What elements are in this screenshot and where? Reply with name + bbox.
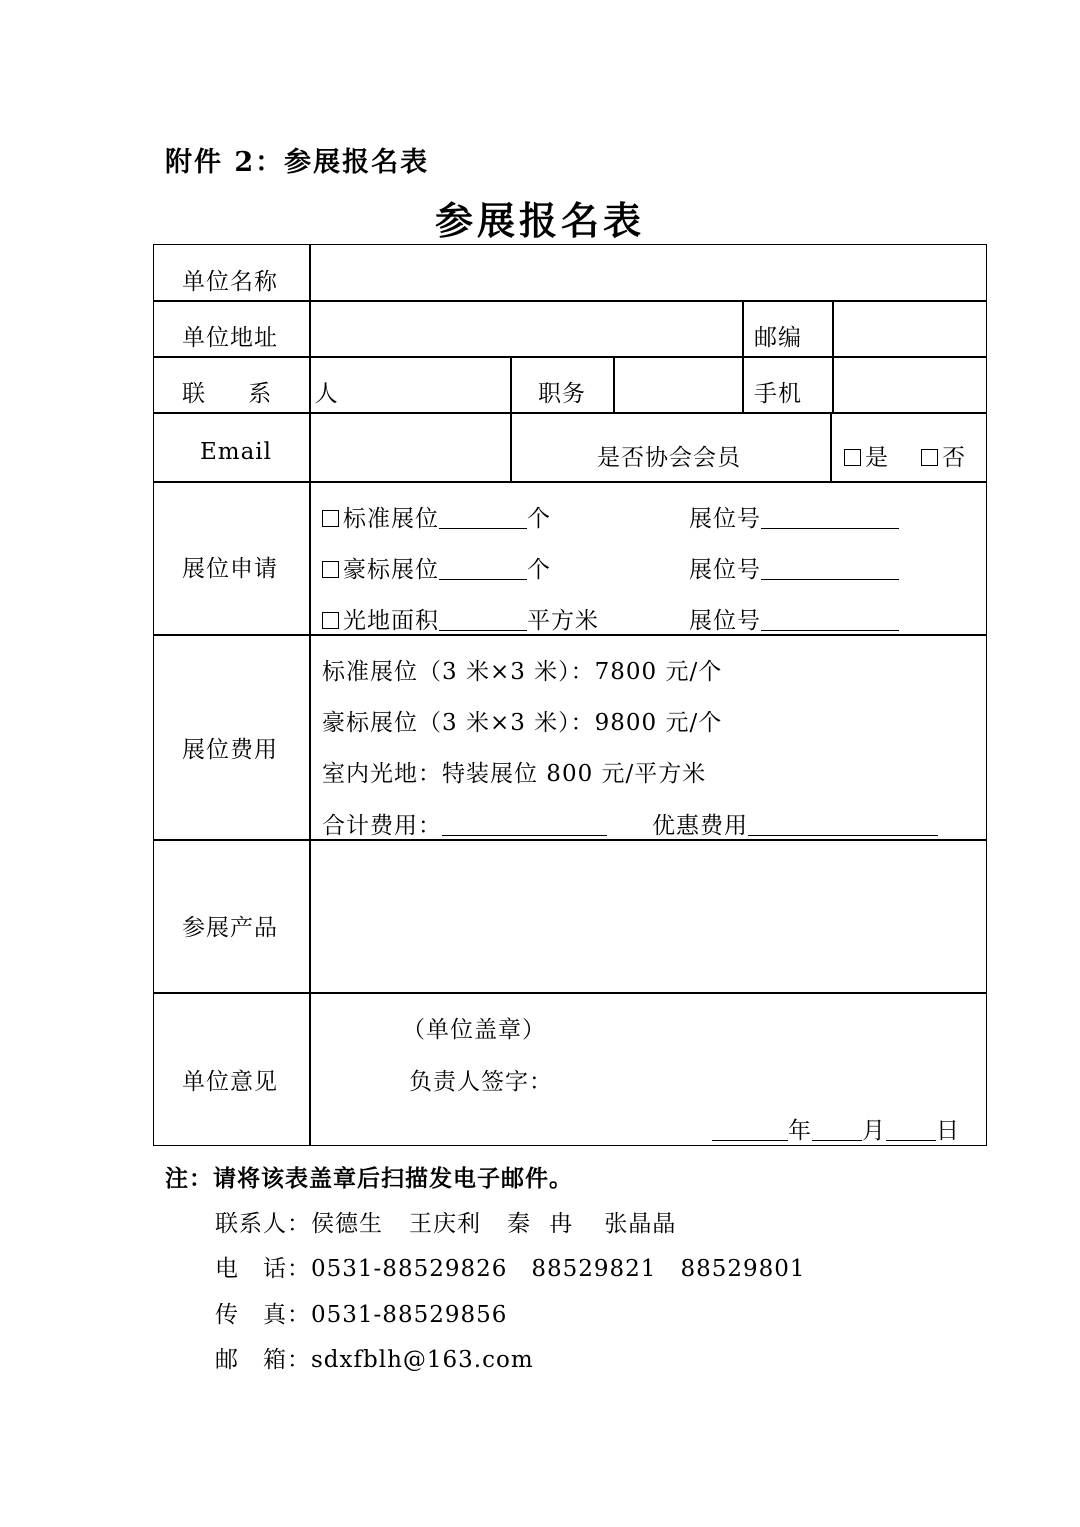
row-divider [154,300,986,302]
phone-number: 88529801 [680,1256,806,1282]
label-company-opinion: 单位意见 [182,1069,278,1095]
label-contact-person: 联 系 人 [182,381,356,407]
phone-number: 0531-88529826 [311,1256,508,1282]
fax-line: 传 真：0531-88529856 [215,1302,508,1328]
booth-number-blank[interactable] [761,629,899,631]
total-fee-blank[interactable] [442,834,607,836]
standard-booth-number[interactable]: 展位号 [689,500,899,533]
registration-form-table [153,244,987,1146]
checkbox-icon [322,612,339,629]
column-divider [510,356,512,481]
standard-booth-option[interactable]: 标准展位 个 [322,500,551,533]
column-divider [832,300,834,412]
email-field[interactable] [312,415,508,480]
contacts-line: 联系人：侯德生 王庆利 秦 冉 张晶晶 [215,1211,677,1237]
label-postcode: 邮编 [754,325,802,351]
date-line[interactable]: 年 月 日 [712,1112,960,1145]
signature-label: 负责人签字： [409,1069,553,1095]
checkbox-icon [844,449,861,466]
phone-line: 电 话：0531-88529826 88529821 88529801 [215,1256,806,1282]
phone-number: 88529821 [531,1256,657,1282]
quantity-blank[interactable] [439,578,527,580]
day-blank[interactable] [886,1139,936,1141]
company-seal-note: （单位盖章） [402,1017,546,1043]
month-blank[interactable] [812,1139,862,1141]
discount-fee-blank[interactable] [748,834,938,836]
label-company-address: 单位地址 [182,325,278,351]
label-is-member: 是否协会会员 [597,445,741,471]
postcode-field[interactable] [835,303,984,355]
member-yes-option[interactable]: 是 [844,439,889,472]
year-blank[interactable] [712,1139,788,1141]
booth-number-blank[interactable] [761,527,899,529]
row-divider [154,356,986,358]
luxury-booth-number[interactable]: 展位号 [689,551,899,584]
label-mobile: 手机 [754,381,802,407]
discount-fee[interactable]: 优惠费用 [652,807,938,840]
area-blank[interactable] [439,629,527,631]
attachment-heading: 附件 2：参展报名表 [165,147,430,178]
contact-name: 侯德生 [311,1211,383,1237]
label-products: 参展产品 [182,915,278,941]
fee-standard: 标准展位（3 米×3 米）：7800 元/个 [322,659,723,685]
contact-person-field[interactable] [312,359,508,411]
email-line: 邮 箱：sdxfblh@163.com [215,1347,534,1373]
form-title: 参展报名表 [434,198,645,243]
contact-name: 王庆利 [409,1211,481,1237]
label-company-name: 单位名称 [182,269,278,295]
position-field[interactable] [616,359,740,411]
raw-space-option[interactable]: 光地面积 平方米 [322,602,599,635]
quantity-blank[interactable] [439,527,527,529]
row-divider [154,412,986,414]
contact-name: 秦 冉 [507,1211,579,1237]
products-field[interactable] [312,842,984,990]
contact-email[interactable]: sdxfblh@163.com [311,1347,534,1373]
row-divider [154,992,986,994]
checkbox-icon [322,561,339,578]
member-no-option[interactable]: 否 [921,439,966,472]
fax-number: 0531-88529856 [311,1302,508,1328]
booth-number-blank[interactable] [761,578,899,580]
fee-luxury: 豪标展位（3 米×3 米）：9800 元/个 [322,710,723,736]
label-email: Email [200,439,273,465]
company-name-field[interactable] [312,247,984,299]
label-booth-fee: 展位费用 [182,737,278,763]
row-divider [154,481,986,483]
label-position: 职务 [538,381,586,407]
total-fee[interactable]: 合计费用： [322,807,607,840]
contact-name: 张晶晶 [604,1211,677,1237]
company-address-field[interactable] [312,303,740,355]
fee-raw-space: 室内光地：特装展位 800 元/平方米 [322,761,707,787]
column-divider [613,356,615,412]
column-divider [830,412,832,481]
label-booth-application: 展位申请 [182,556,278,582]
luxury-booth-option[interactable]: 豪标展位 个 [322,551,551,584]
column-divider [742,300,744,412]
mobile-field[interactable] [835,359,984,411]
checkbox-icon [921,449,938,466]
raw-space-booth-number[interactable]: 展位号 [689,602,899,635]
checkbox-icon [322,510,339,527]
submission-note: 注：请将该表盖章后扫描发电子邮件。 [165,1165,573,1192]
